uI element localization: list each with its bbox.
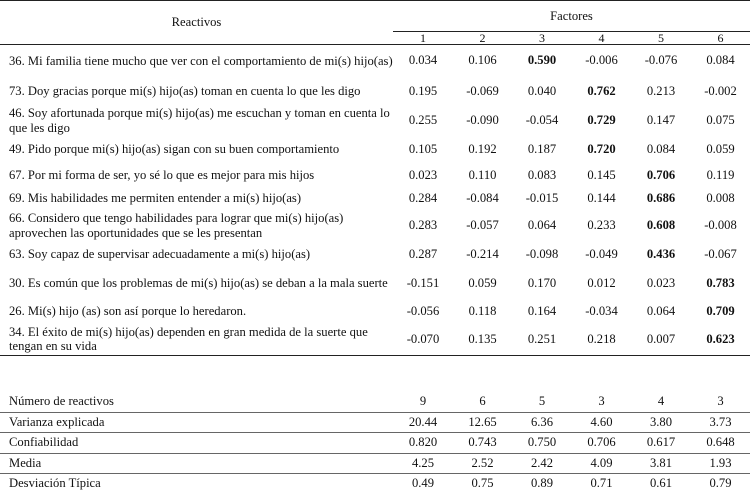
item-text: 46. Soy afortunada porque mi(s) hijo(as) me escuchan y toman en cuenta lo que les digo — [9, 106, 390, 135]
loading-cell: 0.709 — [706, 304, 735, 318]
item-text: 69. Mis habilidades me permiten entender a mi(s) hijo(as) — [9, 191, 302, 206]
factores-header: Factores — [393, 1, 750, 32]
loading-cell: 0.059 — [468, 276, 497, 290]
stat-value: 0.743 — [453, 433, 512, 454]
stat-label: Varianza explicada — [0, 412, 393, 433]
loading-cell: -0.070 — [393, 324, 453, 356]
stats-row — [0, 474, 750, 494]
table-row — [0, 45, 750, 77]
loading-cell: 0.436 — [646, 247, 676, 261]
loading-cell: 0.135 — [453, 324, 512, 356]
loading-cell: 0.012 — [587, 276, 616, 290]
loading-cell: 0.008 — [706, 191, 735, 205]
loading-cell: 0.144 — [587, 191, 616, 205]
stat-value: 2.52 — [453, 453, 512, 474]
factor-number: 4 — [572, 32, 631, 45]
table-row — [0, 136, 750, 164]
factor-number: 6 — [691, 32, 750, 45]
stat-value: 6 — [479, 394, 486, 408]
loading-cell: -0.057 — [466, 218, 499, 232]
factor-number: 2 — [453, 32, 512, 45]
stats-body — [0, 392, 750, 494]
loading-cell: 0.007 — [631, 324, 691, 356]
stat-value: 0.820 — [393, 433, 453, 454]
table-row — [0, 242, 750, 268]
loading-cell: -0.002 — [704, 83, 737, 98]
stat-value: 0.617 — [631, 433, 691, 454]
stat-value: 4.25 — [393, 453, 453, 474]
loading-cell: -0.067 — [704, 247, 737, 261]
item-text: 26. Mi(s) hijo (as) son así porque lo heredaron. — [9, 304, 247, 319]
loading-cell: 0.706 — [646, 168, 676, 182]
stat-value: 3 — [598, 394, 605, 408]
factor-number: 5 — [631, 32, 691, 45]
stat-value: 2.42 — [512, 453, 572, 474]
loading-cell: 0.762 — [587, 83, 616, 98]
table-row — [0, 77, 750, 106]
loading-cell: -0.214 — [466, 247, 499, 261]
loading-cell: 0.195 — [408, 83, 438, 98]
loading-cell: 0.623 — [691, 324, 750, 356]
stat-value: 0.61 — [631, 474, 691, 494]
loading-cell: -0.056 — [406, 304, 440, 318]
stat-value: 4.09 — [572, 453, 631, 474]
loading-cell: -0.054 — [525, 113, 559, 127]
loading-cell: 0.187 — [527, 142, 557, 156]
loading-cell: -0.076 — [644, 53, 678, 68]
table-row — [0, 210, 750, 242]
loading-cell: 0.040 — [527, 83, 557, 98]
loading-cell: -0.006 — [585, 53, 618, 68]
item-text: 63. Soy capaz de supervisar adecuadamente a mi(s) hijo(as) — [9, 247, 311, 262]
stat-value: 3.80 — [631, 412, 691, 433]
stat-value: 1.93 — [691, 453, 750, 474]
loading-cell: 0.255 — [408, 113, 438, 127]
loading-cell: -0.034 — [585, 304, 618, 318]
loading-cell: 0.118 — [468, 304, 497, 318]
factor-number: 3 — [512, 32, 572, 45]
stat-value: 20.44 — [393, 412, 453, 433]
stat-value: 9 — [419, 394, 427, 408]
stat-label: Media — [0, 453, 393, 474]
factor-statistics-table — [0, 392, 750, 494]
loading-cell: -0.098 — [525, 247, 559, 261]
loading-cell: 0.145 — [587, 168, 616, 182]
loading-cell: 0.106 — [468, 53, 497, 68]
loading-cell: -0.015 — [525, 191, 559, 205]
loading-cell: 0.023 — [408, 168, 438, 182]
stat-label: Desviación Típica — [0, 474, 393, 494]
loading-cell: -0.090 — [466, 113, 499, 127]
reactivos-header: Reactivos — [0, 1, 393, 45]
item-text: 36. Mi familia tiene mucho que ver con el comportamiento de mi(s) hijo(as) — [9, 53, 393, 68]
table-row — [0, 324, 750, 356]
loading-cell: 0.720 — [587, 142, 616, 156]
loading-cell: 0.105 — [408, 142, 438, 156]
stat-value: 0.706 — [572, 433, 631, 454]
stat-value: 5 — [538, 394, 546, 408]
loading-cell: 0.783 — [706, 276, 735, 290]
loading-cell: 0.251 — [512, 324, 572, 356]
table-row — [0, 300, 750, 324]
loading-cell: 0.075 — [706, 113, 735, 127]
loading-cell: 0.023 — [646, 276, 676, 290]
factor-number: 1 — [393, 32, 453, 45]
loading-cell: -0.151 — [406, 276, 440, 290]
loading-cell: 0.110 — [468, 168, 497, 182]
stat-value: 0.89 — [512, 474, 572, 494]
stat-value: 6.36 — [512, 412, 572, 433]
stat-value: 0.75 — [453, 474, 512, 494]
loading-cell: -0.008 — [704, 218, 737, 232]
loading-cell: 0.608 — [646, 218, 676, 232]
stats-row — [0, 433, 750, 454]
loading-cell: -0.069 — [466, 83, 499, 98]
loading-cell: 0.034 — [408, 53, 438, 68]
loading-cell: 0.192 — [468, 142, 497, 156]
item-text: 34. El éxito de mi(s) hijo(as) dependen en gran medida de la suerte que tengan en su vida — [0, 324, 393, 356]
loading-cell: 0.064 — [646, 304, 676, 318]
loading-cell: 0.283 — [408, 218, 438, 232]
loading-cell: 0.590 — [527, 53, 557, 68]
stat-value: 0.648 — [691, 433, 750, 454]
loading-cell: 0.164 — [527, 304, 557, 318]
stat-value: 3 — [717, 394, 724, 408]
loading-cell: 0.284 — [408, 191, 438, 205]
loading-cell: 0.083 — [527, 168, 557, 182]
loading-cell: 0.170 — [527, 276, 557, 290]
stats-row — [0, 412, 750, 433]
stat-label: Confiabilidad — [0, 433, 393, 454]
loading-cell: 0.287 — [408, 247, 438, 261]
loading-cell: -0.084 — [466, 191, 499, 205]
stat-value: 0.750 — [512, 433, 572, 454]
items-body — [0, 45, 750, 356]
item-text: 30. Es común que los problemas de mi(s) hijo(as) se deban a la mala suerte — [9, 276, 388, 291]
loading-cell: 0.119 — [706, 168, 735, 182]
loading-cell: 0.686 — [646, 191, 676, 205]
stat-label: Número de reactivos — [9, 394, 114, 408]
loading-cell: 0.218 — [572, 324, 631, 356]
table-row — [0, 106, 750, 136]
item-text: 66. Considero que tengo habilidades para lograr que mi(s) hijo(as) aprovechen las oportunidades que se les presentan — [9, 211, 344, 240]
stat-value: 4 — [657, 394, 665, 408]
loading-cell: 0.059 — [706, 142, 735, 156]
item-text: 73. Doy gracias porque mi(s) hijo(as) toman en cuenta lo que les digo — [9, 83, 361, 98]
stats-row — [0, 453, 750, 474]
item-text: 49. Pido porque mi(s) hijo(as) sigan con su buen comportamiento — [9, 142, 340, 157]
table-row — [0, 268, 750, 300]
loading-cell: 0.213 — [646, 83, 676, 98]
loading-cell: 0.233 — [587, 218, 616, 232]
loading-cell: 0.084 — [646, 142, 676, 156]
loading-cell: -0.049 — [585, 247, 618, 261]
item-text: 67. Por mi forma de ser, yo sé lo que es mejor para mis hijos — [9, 168, 315, 183]
stat-value: 12.65 — [453, 412, 512, 433]
table-row — [0, 164, 750, 188]
stat-value: 0.79 — [691, 474, 750, 494]
loading-cell: 0.147 — [646, 113, 676, 127]
loading-cell: 0.729 — [587, 113, 616, 127]
stats-row — [0, 392, 750, 412]
stat-value: 3.73 — [691, 412, 750, 433]
stat-value: 3.81 — [631, 453, 691, 474]
stat-value: 0.71 — [572, 474, 631, 494]
table-row — [0, 188, 750, 210]
loading-cell: 0.064 — [527, 218, 557, 232]
stat-value: 4.60 — [572, 412, 631, 433]
stat-value: 0.49 — [393, 474, 453, 494]
loading-cell: 0.084 — [706, 53, 735, 68]
